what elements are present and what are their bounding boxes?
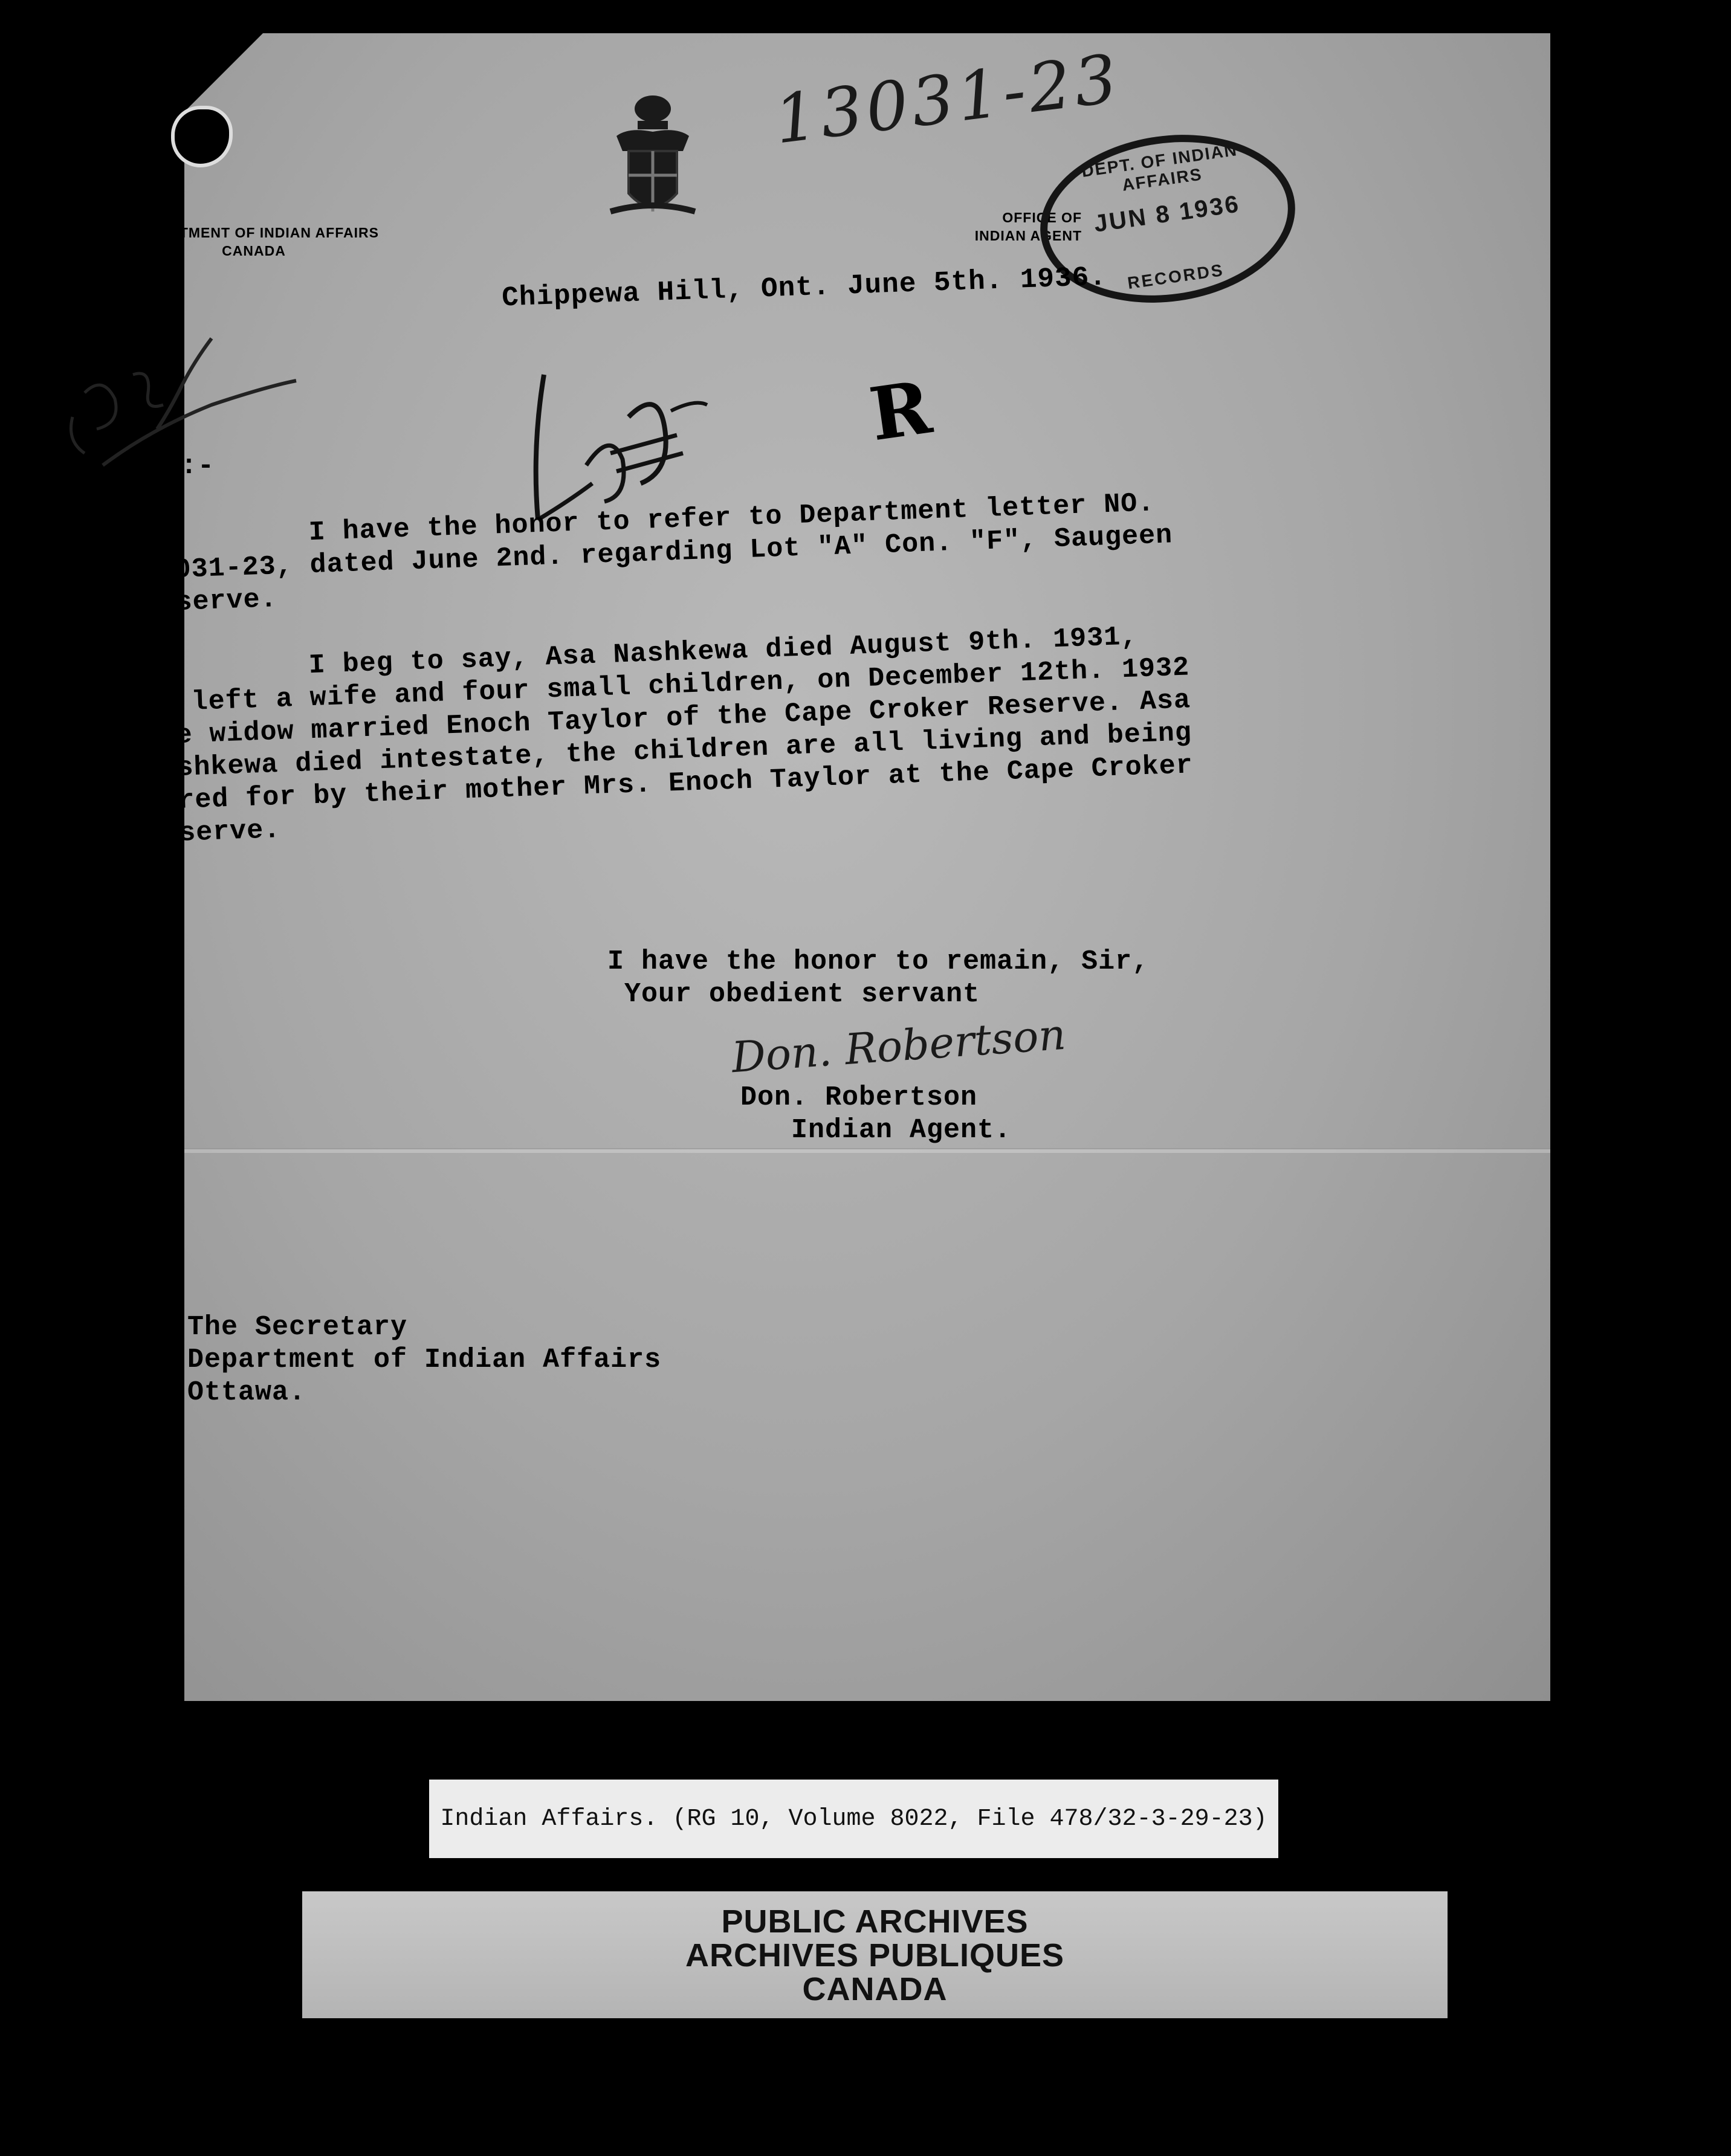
signer-block: Don. Robertson Indian Agent. xyxy=(740,1082,1012,1146)
archives-line-1: PUBLIC ARCHIVES xyxy=(721,1903,1029,1940)
r-stamp-mark: R xyxy=(864,364,937,458)
handwritten-file-number: 13031-23 xyxy=(770,39,1125,159)
department-name: DEPARTMENT OF INDIAN AFFAIRS xyxy=(129,225,379,240)
archive-reference-label xyxy=(429,1780,1278,1858)
closing: I have the honor to remain, Sir, Your obedient servant xyxy=(607,946,1150,1010)
stamp-records: RECORDS xyxy=(1126,260,1226,293)
archive-reference-text: Indian Affairs. (RG 10, Volume 8022, File 478/32-3-29-23) xyxy=(440,1805,1267,1833)
torn-corner xyxy=(184,33,263,112)
recipient-address: The Secretary Department of Indian Affairs Ottawa. xyxy=(187,1312,662,1408)
stamp-date: JUN 8 1936 xyxy=(1092,190,1242,237)
salutation: Sir:- xyxy=(130,451,215,482)
office-line-1: OFFICE OF xyxy=(1002,210,1082,225)
office-line-2: INDIAN AGENT xyxy=(974,228,1082,244)
letter-paragraph-2: I beg to say, Asa Nashkewa died August 9th. 1931, he left a wife and four small children, on December 12th. 1932 the widow married Enoch Taylor of the Cape Croker Reserve. Asa Nashkewa died intestate, the children are all living and being cared for by their mother Mrs. Enoch Taylor at the Cape Croker Reserve. xyxy=(139,621,1194,850)
stamp-department: DEPT. OF INDIAN AFFAIRS xyxy=(1080,140,1239,195)
canada-crest-icon xyxy=(604,91,701,224)
letter-paragraph-1: I have the honor to refer to Department letter NO. 13031-23, dated June 2nd. regarding Lot "A" Con. "F", Saugeen Reserve. xyxy=(139,488,1173,619)
department-letterhead xyxy=(85,224,423,260)
place-and-date: Chippewa Hill, Ont. June 5th. 1936. xyxy=(501,261,1107,314)
public-archives-label xyxy=(302,1891,1448,2018)
archives-line-3: CANADA xyxy=(802,1971,948,2007)
department-country: CANADA xyxy=(222,243,286,259)
fold-line xyxy=(184,1148,1550,1153)
archives-line-2: ARCHIVES PUBLIQUES xyxy=(685,1937,1065,1974)
handwritten-signature: Don. Robertson xyxy=(730,1009,1067,1083)
